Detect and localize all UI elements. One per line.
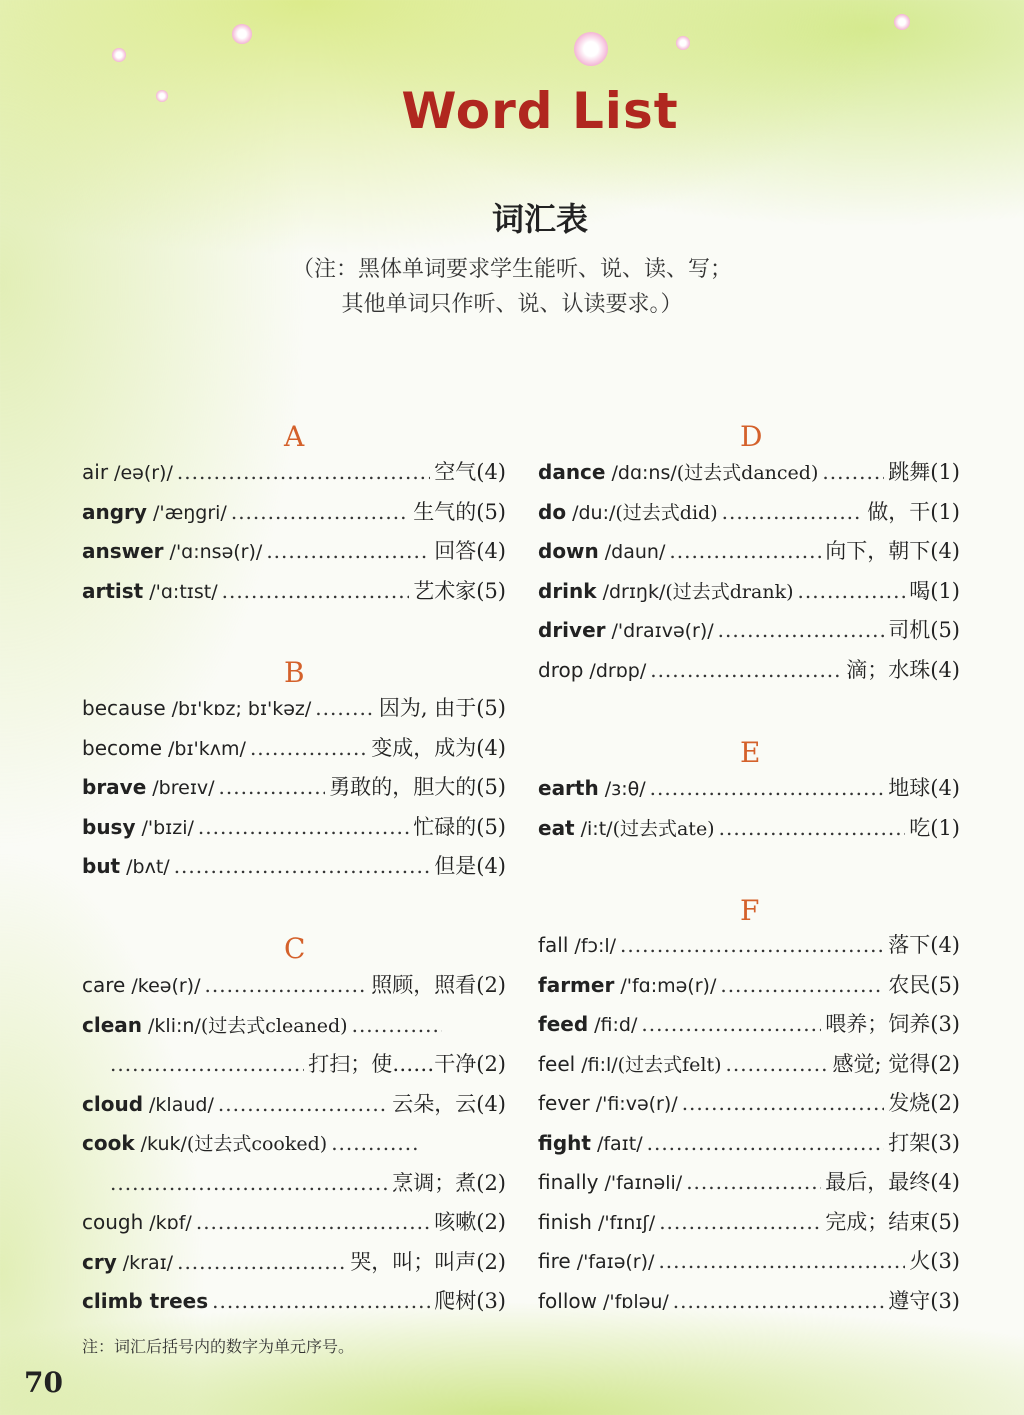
entry-phonetic: /'fɒləu/	[602, 1290, 669, 1313]
word-entry-row	[82, 1168, 506, 1198]
entry-word: busy	[82, 814, 136, 839]
entry-word: cloud	[82, 1091, 144, 1116]
word-entry-row	[538, 1167, 960, 1197]
entry-meaning: 烹调；煮(2)	[392, 1170, 506, 1195]
entry-word: cook	[82, 1131, 135, 1155]
leader-dots	[219, 772, 326, 802]
decorative-flower-dot	[232, 24, 252, 44]
word-entry-row	[82, 1207, 506, 1237]
word-entry-row	[82, 536, 506, 566]
entry-phonetic: /kɒf/	[149, 1212, 192, 1234]
leader-dots	[647, 1128, 885, 1158]
page-title: Word List	[401, 82, 679, 140]
entry-meaning: 生气的(5)	[413, 499, 506, 524]
entry-word: climb trees	[82, 1289, 209, 1313]
leader-dots	[822, 457, 884, 487]
entry-word: become	[82, 735, 163, 760]
leader-dots	[177, 457, 430, 487]
word-entry-row	[538, 813, 960, 843]
entry-word: air	[82, 460, 109, 484]
page-subtitle: 词汇表	[491, 200, 588, 238]
entry-meaning: 勇敢的，胆大的(5)	[329, 775, 506, 799]
leader-dots	[673, 1286, 884, 1316]
entry-meaning: 火(3)	[909, 1249, 960, 1273]
leader-dots	[650, 773, 885, 803]
entry-word: follow	[538, 1288, 597, 1313]
entry-meaning: 发烧(2)	[888, 1091, 960, 1115]
entry-meaning: 但是(4)	[434, 854, 506, 878]
entry-past-tense: (过去式cleaned)	[200, 1014, 348, 1037]
entry-phonetic: /faɪt/	[596, 1132, 643, 1155]
entry-meaning: 回答(4)	[434, 539, 506, 563]
leader-dots	[352, 1010, 442, 1040]
entry-word: finish	[538, 1209, 592, 1234]
word-entry-row	[538, 1286, 960, 1316]
leader-dots	[686, 1167, 821, 1197]
entry-word: eat	[538, 815, 575, 840]
leader-dots	[650, 655, 842, 685]
entry-meaning: 打扫；使……干净(2)	[308, 1052, 506, 1076]
entry-meaning: 落下(4)	[888, 933, 960, 957]
leader-dots	[198, 812, 409, 842]
leader-dots	[641, 1009, 821, 1039]
entry-word: driver	[538, 618, 606, 642]
leader-dots	[212, 1286, 430, 1316]
word-entry-row	[82, 1089, 506, 1119]
entry-meaning: 滴；水珠(4)	[846, 657, 960, 682]
word-entry-row	[538, 1246, 960, 1276]
entry-meaning: 最后，最终(4)	[825, 1170, 960, 1194]
entry-meaning: 感觉; 觉得(2)	[832, 1051, 960, 1076]
entry-phonetic: /fi:d/	[594, 1014, 638, 1036]
entry-phonetic: /klaud/	[149, 1093, 214, 1116]
entry-meaning: 变成，成为(4)	[371, 735, 506, 760]
entry-phonetic: /dɑ:ns/	[611, 462, 677, 484]
entry-word: drink	[538, 578, 597, 603]
word-entry-row	[82, 1286, 506, 1316]
leader-dots	[110, 1168, 388, 1198]
entry-phonetic: /kli:n/	[148, 1014, 201, 1037]
entry-past-tense: (过去式ate)	[612, 817, 715, 840]
entry-phonetic: /'draɪvə(r)/	[611, 620, 714, 642]
entry-word: fight	[538, 1130, 591, 1155]
entry-past-tense: (过去式felt)	[617, 1053, 722, 1076]
entry-phonetic: /'fɪnɪʃ/	[597, 1211, 656, 1234]
word-entry-row	[538, 930, 960, 960]
entry-phonetic: /eə(r)/	[114, 462, 173, 484]
entry-meaning: 哭，叫；叫声(2)	[350, 1249, 506, 1274]
leader-dots	[718, 615, 885, 645]
entry-phonetic: /breɪv/	[152, 777, 215, 799]
entry-phonetic: /drɪŋk/	[602, 580, 666, 603]
decorative-flower-dot	[574, 32, 608, 66]
entry-phonetic: /fɔ:l/	[574, 935, 617, 957]
entry-phonetic: /'bɪzi/	[141, 816, 194, 839]
entry-word: cry	[82, 1249, 117, 1274]
word-entry-row	[82, 1128, 506, 1158]
word-entry-row	[538, 1088, 960, 1118]
entry-meaning: 爬树(3)	[434, 1289, 506, 1313]
entry-meaning: 打架(3)	[888, 1130, 960, 1155]
entry-word: fire	[538, 1249, 571, 1273]
leader-dots	[174, 851, 431, 881]
entry-meaning: 咳嗽(2)	[434, 1210, 506, 1234]
entry-phonetic: /i:t/	[580, 817, 613, 840]
entry-meaning: 地球(4)	[888, 776, 960, 800]
entry-past-tense: (过去式cooked)	[186, 1133, 328, 1155]
entry-meaning: 喂养；饲养(3)	[825, 1012, 960, 1036]
leader-dots	[331, 1128, 421, 1158]
entry-meaning: 艺术家(5)	[413, 578, 506, 603]
word-entry-row	[82, 1010, 506, 1040]
entry-word: feel	[538, 1051, 576, 1076]
entry-phonetic: /'ɑ:nsə(r)/	[169, 541, 263, 563]
section-letter-b: B	[284, 656, 305, 689]
entry-phonetic: /ɜ:θ/	[604, 778, 646, 800]
entry-phonetic: /bʌt/	[126, 856, 170, 878]
entry-word: do	[538, 499, 567, 524]
entry-meaning: 农民(5)	[888, 972, 960, 997]
leader-dots	[218, 1089, 388, 1119]
entry-word: cough	[82, 1210, 144, 1234]
word-entry-row	[538, 970, 960, 1000]
entry-meaning: 空气(4)	[434, 460, 506, 484]
entry-word: but	[82, 854, 121, 878]
word-entry-row	[82, 970, 506, 1000]
word-entry-row	[538, 655, 960, 685]
section-letter-a: A	[284, 420, 305, 453]
word-entry-row	[82, 1247, 506, 1277]
leader-dots	[720, 970, 884, 1000]
entry-word: farmer	[538, 972, 615, 997]
entry-word: angry	[82, 499, 147, 524]
entry-word: down	[538, 539, 599, 563]
decorative-flower-dot	[676, 36, 690, 50]
entry-phonetic: /bɪ'kʌm/	[168, 737, 246, 760]
instruction-note-line-1: （注：黑体单词要求学生能听、说、读、写；	[291, 257, 732, 282]
leader-dots	[682, 1088, 885, 1118]
word-entry-row	[538, 1009, 960, 1039]
leader-dots	[658, 1246, 905, 1276]
entry-phonetic: /'faɪə(r)/	[576, 1251, 655, 1273]
entry-meaning: 因为, 由于(5)	[378, 696, 506, 720]
word-entry-row	[538, 457, 960, 487]
entry-phonetic: /'æŋgri/	[152, 501, 227, 524]
word-entry-row	[82, 576, 506, 606]
entry-phonetic: /du:/	[572, 501, 616, 524]
entry-phonetic: /'faɪnəli/	[604, 1172, 683, 1194]
word-entry-row	[538, 1128, 960, 1158]
instruction-note-line-2: 其他单词只作听、说、认读要求。）	[341, 292, 683, 317]
entry-past-tense: (过去式drank)	[665, 580, 794, 603]
section-letter-f: F	[740, 894, 760, 927]
entry-phonetic: /drɒp/	[589, 659, 647, 682]
entry-meaning: 吃(1)	[909, 815, 960, 840]
leader-dots	[250, 733, 367, 763]
entry-past-tense: (过去式did)	[615, 501, 718, 524]
entry-meaning: 做，干(1)	[867, 499, 960, 524]
leader-dots	[222, 576, 410, 606]
leader-dots	[315, 693, 375, 723]
entry-phonetic: /'ɑ:tɪst/	[149, 580, 218, 603]
word-entry-row	[82, 457, 506, 487]
leader-dots	[231, 497, 409, 527]
entry-word: drop	[538, 657, 584, 682]
entry-word: care	[82, 973, 126, 997]
entry-meaning: 司机(5)	[888, 618, 960, 642]
leader-dots	[620, 930, 884, 960]
entry-phonetic: /daun/	[604, 541, 666, 563]
entry-meaning: 完成；结束(5)	[825, 1209, 960, 1234]
word-entry-row	[82, 497, 506, 527]
entry-phonetic: /'fɑ:mə(r)/	[620, 974, 717, 997]
entry-meaning: 向下，朝下(4)	[825, 539, 960, 563]
decorative-flower-dot	[112, 48, 126, 62]
entry-past-tense: (过去式danced)	[676, 462, 819, 484]
entry-meaning: 云朵，云(4)	[392, 1091, 506, 1116]
word-entry-row	[538, 576, 960, 606]
entry-word: fever	[538, 1091, 590, 1115]
entry-meaning: 喝(1)	[909, 578, 960, 603]
word-entry-row	[538, 1207, 960, 1237]
entry-phonetic: /kuk/	[140, 1133, 187, 1155]
leader-dots	[110, 1049, 304, 1079]
entry-meaning: 遵守(3)	[888, 1288, 960, 1313]
word-entry-row	[82, 733, 506, 763]
word-entry-row	[538, 497, 960, 527]
leader-dots	[177, 1247, 346, 1277]
entry-word: finally	[538, 1170, 599, 1194]
entry-meaning: 跳舞(1)	[888, 460, 960, 484]
leader-dots	[266, 536, 430, 566]
entry-word: earth	[538, 776, 599, 800]
footnote: 注：词汇后括号内的数字为单元序号。	[82, 1337, 355, 1356]
leader-dots	[798, 576, 906, 606]
entry-phonetic: /kraɪ/	[122, 1251, 174, 1274]
entry-meaning: 忙碌的(5)	[413, 814, 506, 839]
entry-phonetic: /fi:l/	[581, 1053, 618, 1076]
entry-meaning: 照顾，照看(2)	[371, 973, 506, 997]
entry-phonetic: /keə(r)/	[131, 975, 201, 997]
word-entry-row	[538, 1049, 960, 1079]
section-letter-e: E	[740, 736, 761, 769]
entry-phonetic: /bɪ'kɒz; bɪ'kəz/	[171, 698, 312, 720]
word-entry-row	[82, 851, 506, 881]
leader-dots	[205, 970, 368, 1000]
leader-dots	[669, 536, 821, 566]
word-entry-row	[538, 536, 960, 566]
word-entry-row	[538, 773, 960, 803]
leader-dots	[722, 497, 864, 527]
decorative-flower-dot	[894, 14, 910, 30]
leader-dots	[719, 813, 906, 843]
word-entry-row	[82, 812, 506, 842]
entry-word: feed	[538, 1012, 589, 1036]
leader-dots	[196, 1207, 430, 1237]
word-entry-row	[82, 1049, 506, 1079]
entry-word: dance	[538, 460, 606, 484]
page-number: 70	[24, 1366, 63, 1399]
section-letter-d: D	[740, 420, 763, 453]
word-entry-row	[538, 615, 960, 645]
leader-dots	[726, 1049, 829, 1079]
entry-word: artist	[82, 578, 144, 603]
entry-phonetic: /'fi:və(r)/	[595, 1093, 678, 1115]
word-entry-row	[82, 772, 506, 802]
entry-word: clean	[82, 1012, 143, 1037]
word-entry-row	[82, 693, 506, 723]
entry-word: fall	[538, 933, 569, 957]
entry-word: answer	[82, 539, 164, 563]
section-letter-c: C	[284, 932, 306, 965]
entry-word: brave	[82, 775, 147, 799]
leader-dots	[659, 1207, 821, 1237]
entry-word: because	[82, 696, 166, 720]
